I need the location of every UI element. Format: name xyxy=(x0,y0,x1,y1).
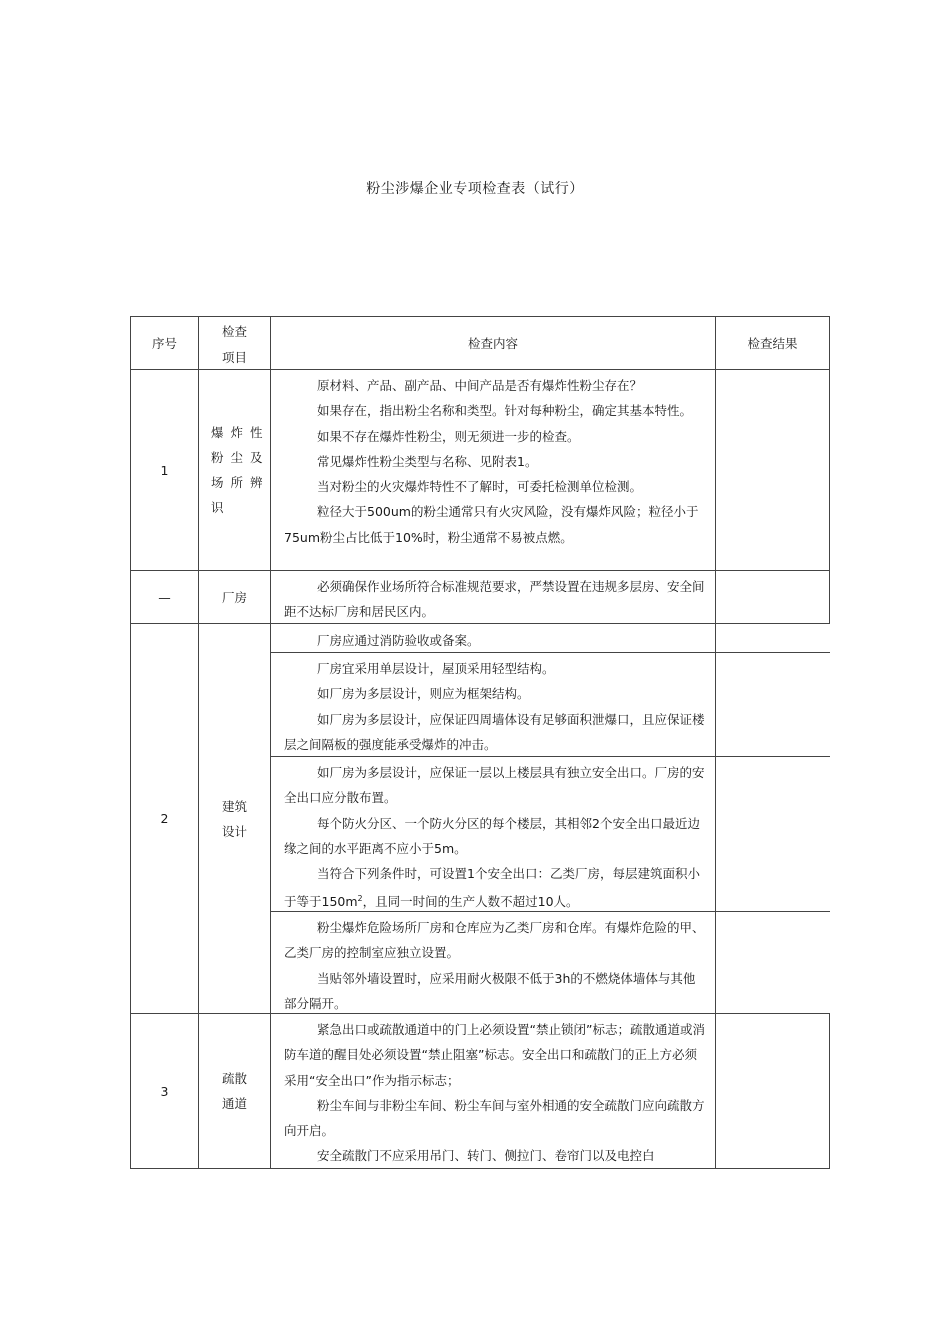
sub-block xyxy=(271,653,830,757)
content-paragraph: 紧急出口或疏散通道中的门上必须设置“禁止锁闭”标志；疏散通道或消防车道的醒目处必须设置“禁止阻塞”标志。安全出口和疏散门的正上方必须采用“安全出口”作为指示标志； xyxy=(284,1022,705,1088)
content-paragraph: 必须确保作业场所符合标准规范要求，严禁设置在违规多层房、安全间距不达标厂房和居民区内。 xyxy=(284,579,705,620)
header-content: 检查内容 xyxy=(271,317,716,369)
sub-content xyxy=(271,653,716,756)
row-no: 3 xyxy=(131,1014,199,1168)
header-no: 序号 xyxy=(131,317,199,369)
row-item-line: 疏散 xyxy=(221,1071,247,1086)
row-content xyxy=(271,1014,716,1168)
row-item-line: 设计 xyxy=(221,823,247,839)
content-paragraph: 当对粉尘的火灾爆炸特性不了解时，可委托检测单位检测。 xyxy=(317,479,643,495)
table-row xyxy=(131,370,830,571)
result-cell[interactable] xyxy=(716,757,830,911)
row-item-line: 爆炸性 xyxy=(211,425,270,440)
row-no: — xyxy=(131,571,199,623)
content-paragraph: 厂房应通过消防验收或备案。 xyxy=(317,633,480,648)
table-row xyxy=(131,571,830,624)
row-item xyxy=(199,624,271,1013)
content-paragraph: 如厂房为多层设计，应保证一层以上楼层具有独立安全出口。厂房的安全出口应分散布置。 xyxy=(284,765,705,806)
row-content xyxy=(271,370,716,570)
content-paragraph: 如厂房为多层设计，应保证四周墙体设有足够面积泄爆口，且应保证楼层之间隔板的强度能承受爆炸的冲击。 xyxy=(284,711,705,752)
content-paragraph: 安全疏散门不应采用吊门、转门、侧拉门、卷帘门以及电控白 xyxy=(317,1148,655,1164)
table-row xyxy=(131,624,830,1014)
row-item-line: 建筑 xyxy=(221,798,247,814)
content-paragraph xyxy=(271,861,715,915)
content-paragraph: 原材料、产品、副产品、中间产品是否有爆炸性粉尘存在？ xyxy=(317,378,643,393)
content-paragraph: 粉尘车间与非粉尘车间、粉尘车间与室外相通的安全疏散门应向疏散方向开启。 xyxy=(284,1097,705,1139)
sub-content xyxy=(271,912,716,1016)
header-item-line1: 检查 xyxy=(221,323,247,339)
table-row xyxy=(131,1014,830,1169)
content-paragraph: 如果存在，指出粉尘名称和类型。针对每种粉尘，确定其基本特性。 xyxy=(317,403,693,419)
row-content xyxy=(271,571,716,623)
row-no: 2 xyxy=(131,624,199,1013)
row-item-line: 识 xyxy=(211,500,231,515)
row-no: 1 xyxy=(131,370,199,570)
sub-content xyxy=(271,757,716,911)
row-item xyxy=(199,1014,271,1168)
content-paragraph: 粉尘爆炸危险场所厂房和仓库应为乙类厂房和仓库。有爆炸危险的甲、乙类厂房的控制室应独立设置。 xyxy=(284,920,705,961)
sub-block xyxy=(271,757,830,912)
row-sub-blocks xyxy=(271,624,830,1013)
header-result: 检查结果 xyxy=(716,317,830,369)
sub-block xyxy=(271,912,830,1016)
area-text-tail: ，且同一时间的生产人数不超过10人。 xyxy=(362,894,579,910)
header-item xyxy=(199,317,271,369)
page-title: 粉尘涉爆企业专项检查表（试行） xyxy=(366,181,584,197)
area-superscript: 2 xyxy=(357,894,363,904)
result-cell[interactable] xyxy=(716,912,830,1016)
content-paragraph: 当贴邻外墙设置时，应采用耐火极限不低于3h的不燃烧体墙体与其他部分隔开。 xyxy=(284,970,696,1011)
row-item-line: 粉尘及 xyxy=(211,450,270,465)
content-paragraph: 常见爆炸性粉尘类型与名称、见附表1。 xyxy=(317,453,538,469)
result-cell[interactable] xyxy=(716,571,830,623)
area-text: 当符合下列条件时，可设置1个安全出口：乙类厂房，每层建筑面积小于等于150m xyxy=(284,866,700,910)
table-header-row xyxy=(131,317,830,370)
content-paragraph: 每个防火分区、一个防火分区的每个楼层，其相邻2个安全出口最近边缘之间的水平距离不应小于5m。 xyxy=(284,815,700,856)
row-item-line: 通道 xyxy=(221,1096,247,1111)
sub-block xyxy=(271,624,830,653)
row-item: 厂房 xyxy=(199,571,271,623)
content-paragraph: 如厂房为多层设计，则应为框架结构。 xyxy=(317,686,530,702)
sub-content xyxy=(271,624,716,652)
result-cell[interactable] xyxy=(716,1014,830,1168)
content-paragraph: 粒径大于500um的粉尘通常只有火灾风险，没有爆炸风险；粒径小于75um粉尘占比低于10%时，粉尘通常不易被点燃。 xyxy=(284,504,699,545)
header-item-line2: 项目 xyxy=(221,349,247,365)
result-cell[interactable] xyxy=(716,370,830,570)
inspection-table xyxy=(130,316,830,1169)
row-item xyxy=(199,370,271,570)
result-cell[interactable] xyxy=(716,624,830,652)
row-item-line: 场所辨 xyxy=(211,475,270,490)
content-paragraph: 厂房宜采用单层设计，屋顶采用轻型结构。 xyxy=(317,661,555,676)
content-paragraph: 如果不存在爆炸性粉尘，则无须进一步的检查。 xyxy=(317,428,580,444)
result-cell[interactable] xyxy=(716,653,830,756)
